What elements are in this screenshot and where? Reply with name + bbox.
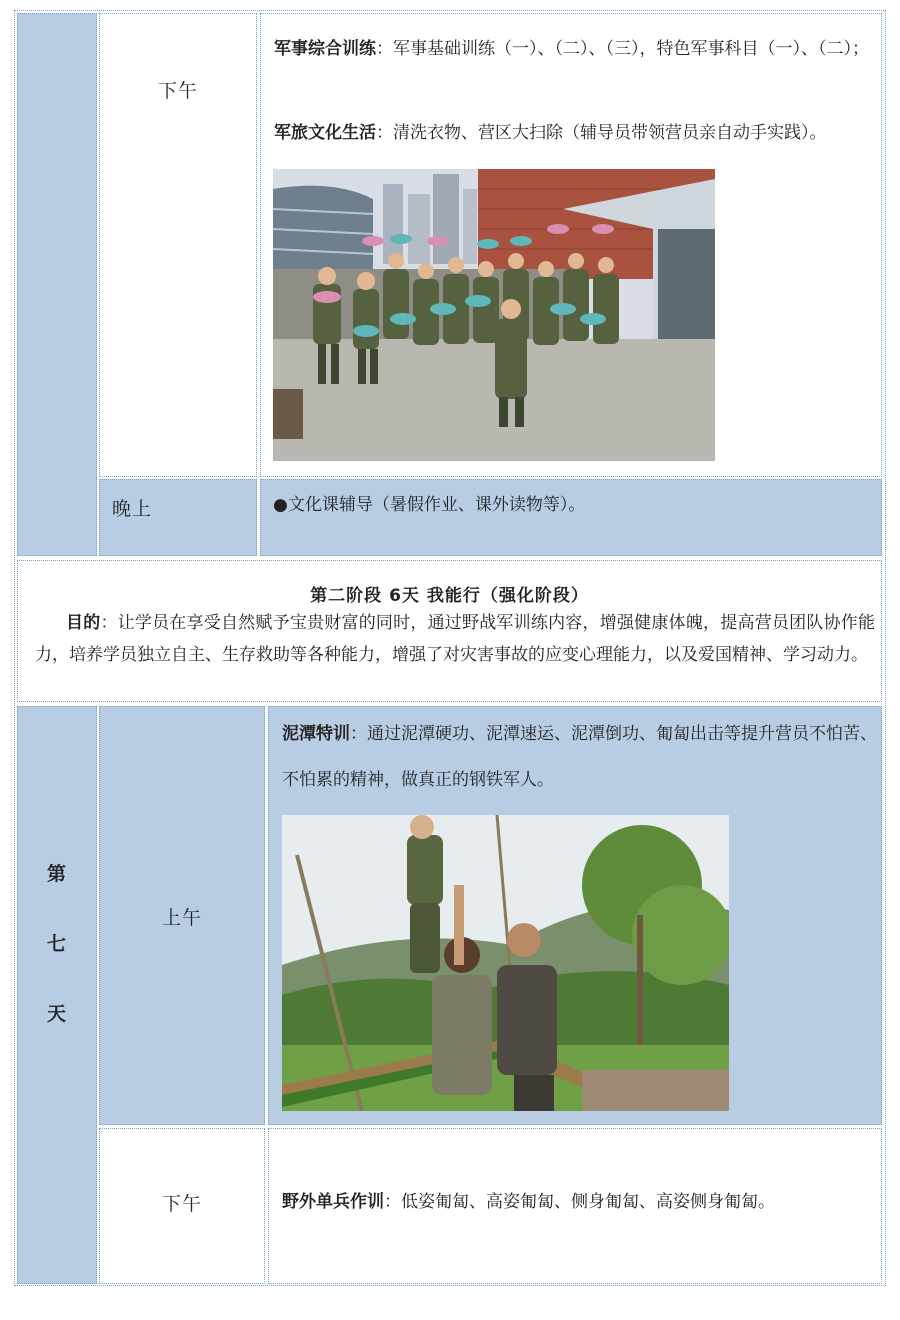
military-training-text: [274, 26, 874, 72]
afternoon7-content-cell: [268, 1128, 882, 1284]
evening-content-cell: [260, 479, 882, 556]
stage-purpose: [28, 607, 875, 671]
day-column-cell-top: [17, 13, 97, 556]
stage-heading: 第二阶段 6天 我能行（强化阶段）: [310, 586, 589, 606]
field-training-title: 野外单兵作训: [282, 1192, 384, 1212]
military-training-desc: ：军事基础训练（一）、（二）、（三），特色军事科目（一）、（二）；: [376, 39, 869, 59]
afternoon7-label-cell: [99, 1128, 265, 1284]
mud-training-title: 泥潭特训: [282, 724, 350, 744]
camp-life-title: 军旅文化生活: [274, 123, 376, 143]
day7-char-3: 天: [46, 1003, 67, 1025]
afternoon-content-cell: [260, 13, 882, 477]
military-training-title: 军事综合训练: [274, 39, 376, 59]
afternoon7-label: 下午: [161, 1193, 202, 1215]
field-training-desc: ：低姿匍匐、高姿匍匐、侧身匍匐、高姿侧身匍匐。: [384, 1192, 775, 1212]
evening-label: 晚上: [112, 498, 153, 520]
mud-training-text: [282, 711, 877, 803]
field-training-text: [282, 1179, 877, 1225]
photo-kids-with-basins: [273, 169, 715, 461]
day7-char-2: 七: [46, 933, 67, 955]
morning-label: 上午: [161, 907, 202, 929]
morning-label-cell: [99, 706, 265, 1125]
camp-life-desc: ：清洗衣物、营区大扫除（辅导员带领营员亲自动手实践）。: [376, 123, 827, 143]
evening-text: ●文化课辅导（暑假作业、课外读物等）。: [273, 495, 586, 515]
afternoon-label-cell: [99, 13, 257, 477]
afternoon-label: 下午: [157, 80, 198, 102]
purpose-text: ：让学员在享受自然赋予宝贵财富的同时，通过野战军训练内容，增强健康体魄，提高营员团队协作能力，培养学员独立自主、生存救助等各种能力，增强了对灾害事故的应变心理能力，以及爱国精神、学习动力。: [35, 613, 876, 665]
photo-balance-beam-training: [282, 815, 729, 1111]
morning-content-cell: [268, 706, 882, 1125]
camp-life-text: [274, 110, 882, 156]
evening-label-cell: [99, 479, 257, 556]
day7-label-cell: [17, 706, 97, 1284]
day7-char-1: 第: [46, 863, 67, 885]
purpose-label: 目的: [66, 613, 101, 633]
mud-training-desc: ：通过泥潭硬功、泥潭速运、泥潭倒功、匍匐出击等提升营员不怕苦、不怕累的精神，做真正的钢铁军人。: [282, 724, 877, 790]
stage-banner-cell: [17, 560, 882, 702]
